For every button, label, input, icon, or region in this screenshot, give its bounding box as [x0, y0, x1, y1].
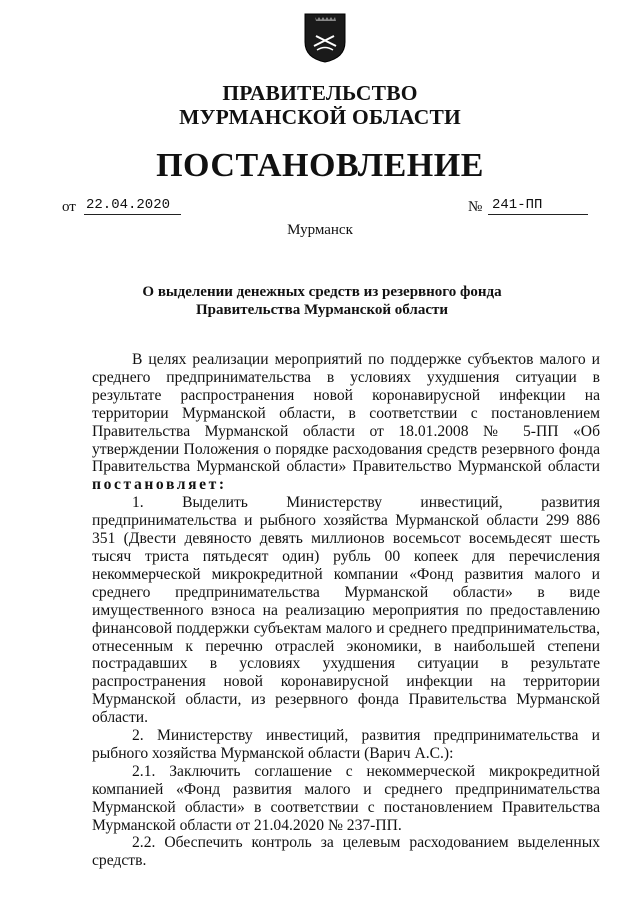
coat-of-arms-emblem	[303, 12, 347, 64]
government-name-line2: МУРМАНСКОЙ ОБЛАСТИ	[179, 105, 461, 129]
subject-line1: О выделении денежных средств из резервного фонда	[142, 284, 502, 300]
document-body	[92, 351, 600, 870]
paragraph-2-2: 2.2. Обеспечить контроль за целевым расходованием выделенных средств.	[92, 834, 600, 870]
document-number: 241-ПП	[488, 197, 588, 215]
subject-line2: Правительства Мурманской области	[195, 302, 449, 318]
document-date: 22.04.2020	[84, 197, 181, 215]
paragraph-preamble	[92, 351, 600, 494]
date-prefix: от	[62, 199, 76, 215]
paragraph-2: 2. Министерству инвестиций, развития предпринимательства и рыбного хозяйства Мурманской области (Варич А.С.):	[92, 727, 600, 762]
government-name-line1: ПРАВИТЕЛЬСТВО	[222, 81, 418, 105]
number-prefix: №	[468, 199, 483, 215]
city-name: Мурманск	[287, 222, 353, 238]
preamble-text: В целях реализации мероприятий по поддержке субъектов малого и среднего предпринимательства в условиях ухудшения ситуации в результате распространения новой коронавирусной инфекции на территории Мурманской области, в соответствии с постановлением Правительства Мурманской области от 18.01.2008 № 5-ПП «Об утверждении Положения о порядке расходования средств резервного фонда Правительства Мурманской области» Правительство Мурманской области	[92, 351, 600, 476]
paragraph-1: 1. Выделить Министерству инвестиций, развития предпринимательства и рыбного хозяйства Мурманской области 299 886 351 (Двести девяносто девять миллионов восемьсот восемьдесят шесть тысяч триста пятьдесят один) рубль 00 копеек для перечисления некоммерческой микрокредитной компании «Фонд развития малого и среднего предпринимательства Мурманской области» в виде имущественного взноса на реализацию мероприятия по предоставлению финансовой поддержки субъектам малого и среднего предпринимательства, отнесенным к перечню отраслей экономики, в наибольшей степени пострадавших в условиях ухудшения ситуации в результате распространения новой коронавирусной инфекции на территории Мурманской области, из резервного фонда Правительства Мурманской области.	[92, 494, 600, 727]
document-type-title: ПОСТАНОВЛЕНИЕ	[156, 147, 484, 184]
paragraph-2-1: 2.1. Заключить соглашение с некоммерческой микрокредитной компанией «Фонд развития малого и среднего предпринимательства Мурманской области» в соответствии с постановлением Правительства Мурманской области от 21.04.2020 № 237-ПП.	[92, 762, 600, 834]
resolves-word: постановляет:	[92, 476, 227, 494]
